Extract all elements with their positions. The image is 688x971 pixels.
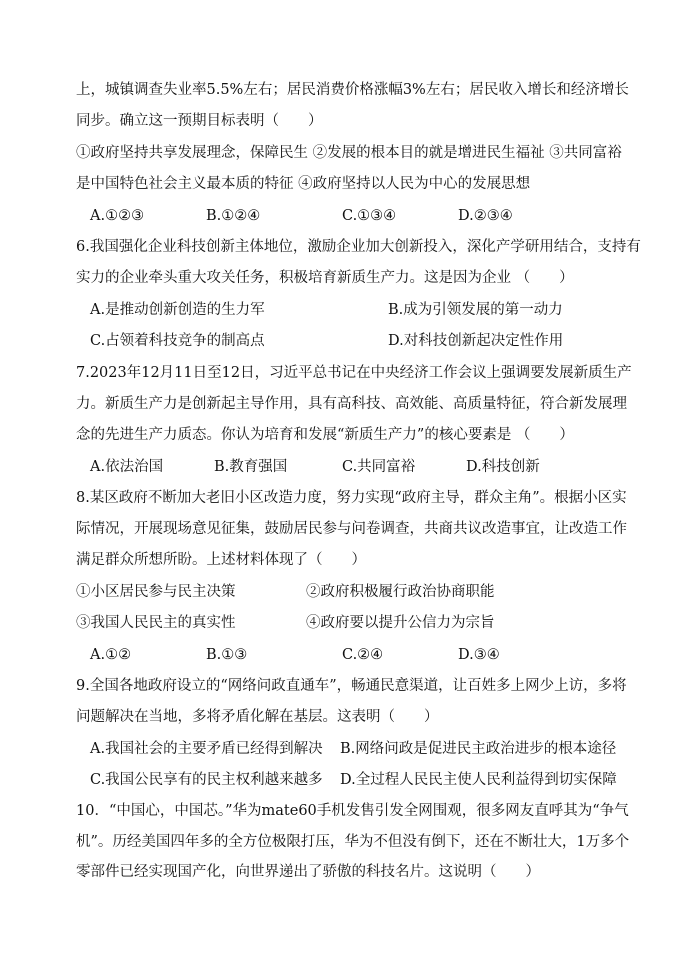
q10-stem-line-2: 机”。历经美国四年多的全方位极限打压，华为不但没有倒下，还在不断壮大，1万多个 [76,834,630,850]
q8-statement-2: ②政府积极履行政治协商职能 [306,584,495,600]
q5-stem-line-1: 上，城镇调查失业率5.5%左右；居民消费价格涨幅3%左右；居民收入增长和经济增长 [76,82,629,98]
q8-stem-line-1: 8.某区政府不断加大老旧小区改造力度，努力实现“政府主导，群众主角”。根据小区实 [76,490,627,506]
q9-stem-line-2: 问题解决在当地，多将矛盾化解在基层。这表明（ ） [76,709,439,725]
q8-statement-3: ③我国人民民主的真实性 [76,615,236,631]
q6-stem-line-2: 实力的企业牵头重大攻关任务，积极培育新质生产力。这是因为企业 （ ） [76,270,574,286]
q5-statement-line-1: ①政府坚持共享发展理念，保障民生 ②发展的根本目的就是增进民生福祉 ③共同富裕 [76,145,622,161]
q6-option-b: B.成为引领发展的第一动力 [388,302,563,318]
q8-option-a: A.①② [90,647,132,663]
q5-option-b: B.①②④ [206,208,261,224]
q8-option-d: D.③④ [458,647,500,663]
q5-option-a: A.①②③ [90,208,145,224]
q7-option-c: C.共同富裕 [342,459,416,475]
q7-option-a: A.依法治国 [90,459,164,475]
q9-stem-line-1: 9.全国各地政府设立的“网络问政直通车”，畅通民意渠道，让百姓多上网少上访，多将 [76,678,627,694]
q6-option-d: D.对科技创新起决定性作用 [388,333,564,349]
q5-option-c: C.①③④ [342,208,397,224]
q7-option-b: B.教育强国 [214,459,288,475]
q10-stem-line-3: 零部件已经实现国产化，向世界递出了骄傲的科技名片。这说明（ ） [76,864,540,880]
q8-statement-1: ①小区居民参与民主决策 [76,584,236,600]
q9-option-c: C.我国公民享有的民主权利越来越多 [90,772,323,788]
q6-option-a: A.是推动创新创造的生力军 [90,302,265,318]
q8-stem-line-3: 满足群众所想所盼。上述材料体现了（ ） [76,552,366,568]
q9-option-b: B.网络问政是促进民主政治进步的根本途径 [340,741,617,757]
q9-option-d: D.全过程人民民主使人民利益得到切实保障 [340,772,617,788]
q8-option-b: B.①③ [206,647,248,663]
q5-option-d: D.②③④ [458,208,513,224]
q7-stem-line-1: 7.2023年12月11日至12日，习近平总书记在中央经济工作会议上强调要发展新质生产 [76,365,632,381]
q7-stem-line-3: 念的先进生产力质态。你认为培育和发展“新质生产力”的核心要素是 （ ） [76,427,574,443]
q10-stem-line-1: 10．“中国心，中国芯。”华为mate60手机发售引发全网围观，很多网友直呼其为“争气 [76,803,629,819]
q9-option-a: A.我国社会的主要矛盾已经得到解决 [90,741,323,757]
q5-stem-line-2: 同步。确立这一预期目标表明（ ） [76,113,323,129]
q5-statement-line-2: 是中国特色社会主义最本质的特征 ④政府坚持以人民为中心的发展思想 [76,176,531,192]
q8-statement-4: ④政府要以提升公信力为宗旨 [306,615,495,631]
q7-stem-line-2: 力。新质生产力是创新起主导作用，具有高科技、高效能、高质量特征，符合新发展理 [76,396,627,412]
q8-stem-line-2: 际情况，开展现场意见征集，鼓励居民参与问卷调查，共商共议改造事宜，让改造工作 [76,521,627,537]
q7-option-d: D.科技创新 [466,459,540,475]
q8-option-c: C.②④ [342,647,384,663]
q6-option-c: C.占领着科技竞争的制高点 [90,333,265,349]
q6-stem-line-1: 6.我国强化企业科技创新主体地位，激励企业加大创新投入，深化产学研用结合，支持有 [76,239,641,255]
